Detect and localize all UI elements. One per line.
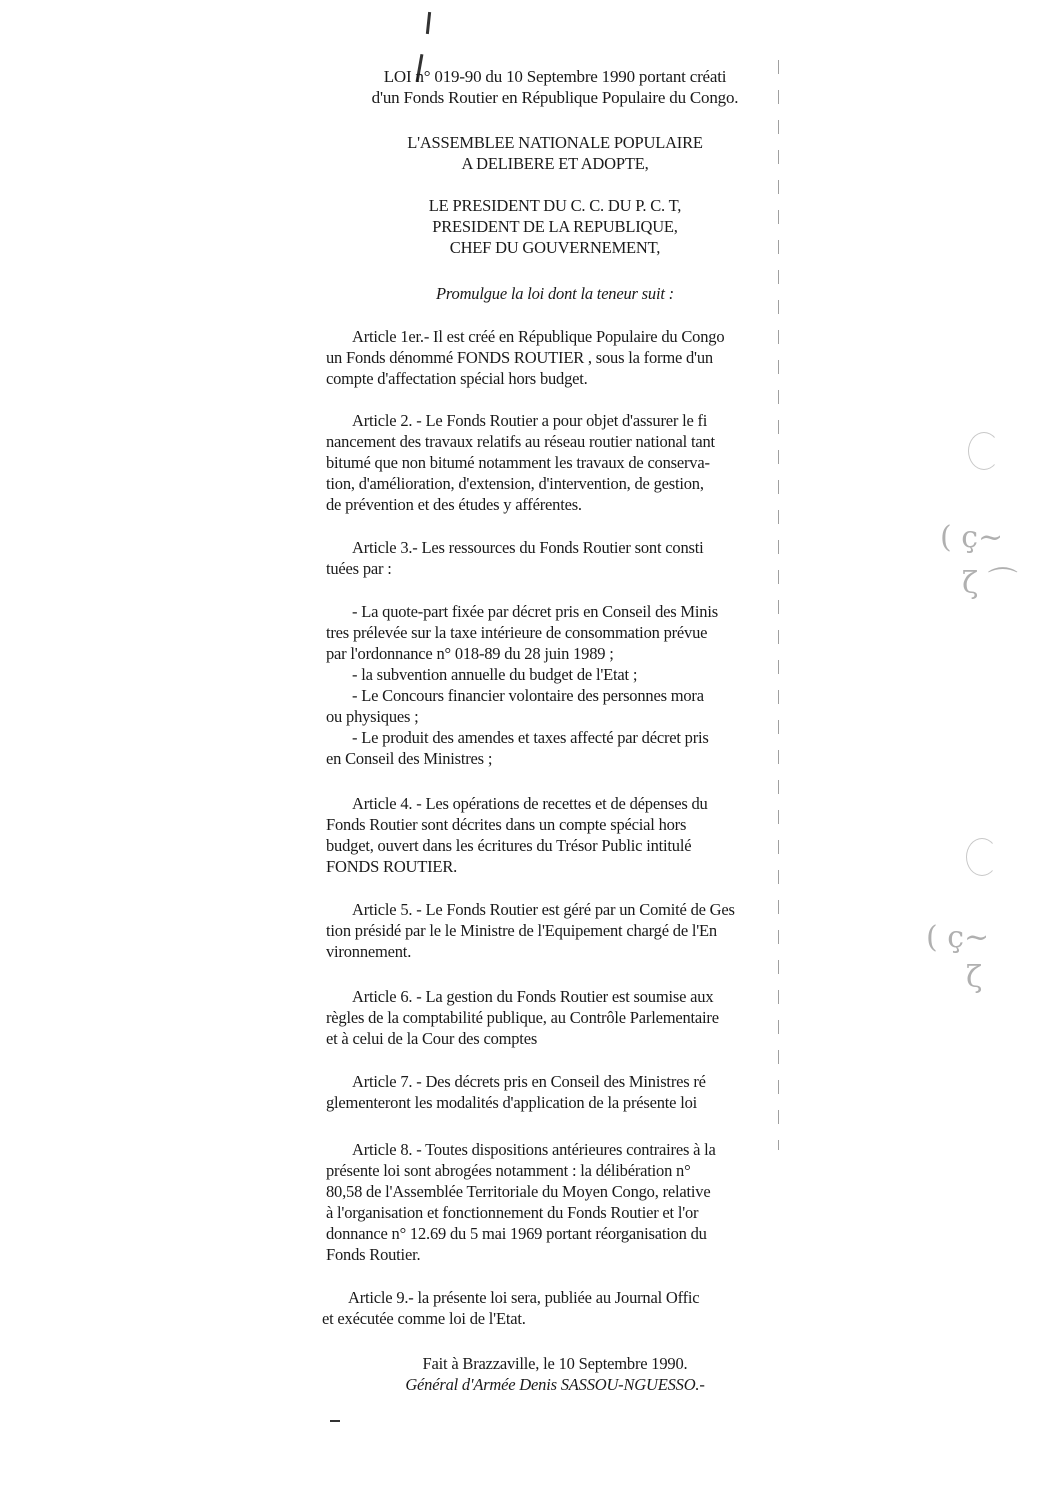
article-line: Fonds Routier sont décrites dans un compte spécial hors — [326, 815, 687, 834]
article-4 — [326, 793, 708, 877]
resources-list — [326, 601, 718, 769]
law-title-line: d'un Fonds Routier en République Populaire du Congo. — [371, 88, 739, 107]
article-line: tuées par : — [326, 559, 392, 578]
assembly-line: A DELIBERE ET ADOPTE, — [461, 154, 649, 173]
article-line: Article 7. - Des décrets pris en Conseil des Ministres ré — [352, 1072, 706, 1091]
list-item: par l'ordonnance n° 018-89 du 28 juin 1989 ; — [326, 644, 614, 663]
scan-smudge: ζ — [966, 960, 983, 995]
article-line: 80,58 de l'Assemblée Territoriale du Moyen Congo, relative — [326, 1182, 711, 1201]
article-line: FONDS ROUTIER. — [326, 857, 458, 876]
ink-mark — [330, 1420, 340, 1422]
article-line: Article 5. - Le Fonds Routier est géré par un Comité de Ges — [352, 900, 735, 919]
article-line: donnance n° 12.69 du 5 mai 1969 portant réorganisation du — [326, 1224, 707, 1243]
article-line: règles de la comptabilité publique, au Contrôle Parlementaire — [326, 1008, 719, 1027]
list-item: tres prélevée sur la taxe intérieure de consommation prévue — [326, 623, 708, 642]
place-date: Fait à Brazzaville, le 10 Septembre 1990. — [422, 1354, 688, 1373]
article-line: présente loi sont abrogées notamment : la délibération n° — [326, 1161, 691, 1180]
article-5 — [326, 899, 735, 962]
article-line: Article 3.- Les ressources du Fonds Routier sont consti — [352, 538, 704, 557]
article-line: bitumé que non bitumé notamment les travaux de conserva- — [326, 453, 710, 472]
list-item: - Le Concours financier volontaire des personnes mora — [352, 686, 704, 705]
article-line: compte d'affectation spécial hors budget. — [326, 369, 588, 388]
article-line: de prévention et des études y afférentes. — [326, 495, 582, 514]
scan-smudge: ζ ⌒ — [962, 566, 1018, 601]
article-line: Article 9.- la présente loi sera, publiée au Journal Offic — [348, 1288, 700, 1307]
president-line: PRESIDENT DE LA REPUBLIQUE, — [432, 217, 678, 236]
promulgation-line: Promulgue la loi dont la teneur suit : — [436, 284, 674, 303]
article-8 — [326, 1139, 716, 1265]
signatory: Général d'Armée Denis SASSOU-NGUESSO.- — [405, 1375, 705, 1394]
president-line: CHEF DU GOUVERNEMENT, — [449, 238, 661, 257]
article-line: à l'organisation et fonctionnement du Fonds Routier et l'or — [326, 1203, 699, 1222]
article-line: Article 2. - Le Fonds Routier a pour objet d'assurer le fi — [352, 411, 708, 430]
signature-block — [330, 1353, 780, 1395]
list-item: ou physiques ; — [326, 707, 419, 726]
punch-hole-mark — [966, 838, 998, 876]
article-line: Article 1er.- Il est créé en République Populaire du Congo — [352, 327, 725, 346]
ink-mark — [426, 12, 431, 34]
article-line: et à celui de la Cour des comptes — [326, 1029, 538, 1048]
article-line: nancement des travaux relatifs au réseau routier national tant — [326, 432, 715, 451]
article-7 — [326, 1071, 706, 1113]
article-line: et exécutée comme loi de l'Etat. — [322, 1309, 526, 1328]
president-line: LE PRESIDENT DU C. C. DU P. C. T, — [428, 196, 682, 215]
article-line: Article 6. - La gestion du Fonds Routier est soumise aux — [352, 987, 714, 1006]
list-item: en Conseil des Ministres ; — [326, 749, 493, 768]
article-line: Article 4. - Les opérations de recettes et de dépenses du — [352, 794, 708, 813]
article-line: tion, d'amélioration, d'extension, d'intervention, de gestion, — [326, 474, 704, 493]
article-3 — [326, 537, 704, 579]
article-9 — [322, 1287, 699, 1329]
assembly-heading — [330, 132, 780, 174]
article-line: Article 8. - Toutes dispositions antérieures contraires à la — [352, 1140, 716, 1159]
article-line: glementeront les modalités d'application de la présente loi — [326, 1093, 698, 1112]
list-item: - Le produit des amendes et taxes affecté par décret pris — [352, 728, 709, 747]
list-item: - La quote-part fixée par décret pris en Conseil des Minis — [352, 602, 718, 621]
scan-smudge: ( ç~ — [940, 520, 1004, 555]
article-line: tion présidé par le le Ministre de l'Equipement chargé de l'En — [326, 921, 717, 940]
president-heading — [330, 195, 780, 258]
law-title — [330, 66, 780, 108]
article-2 — [326, 410, 715, 515]
scan-smudge: ( ç~ — [926, 920, 990, 955]
article-line: Fonds Routier. — [326, 1245, 421, 1264]
punch-hole-mark — [968, 432, 1000, 470]
law-title-line: LOI n° 019-90 du 10 Septembre 1990 portant créati — [383, 67, 727, 86]
list-item: - la subvention annuelle du budget de l'Etat ; — [352, 665, 638, 684]
article-6 — [326, 986, 719, 1049]
article-line: vironnement. — [326, 942, 412, 961]
assembly-line: L'ASSEMBLEE NATIONALE POPULAIRE — [407, 133, 703, 152]
article-line: un Fonds dénommé FONDS ROUTIER , sous la forme d'un — [326, 348, 713, 367]
article-1 — [326, 326, 724, 389]
article-line: budget, ouvert dans les écritures du Trésor Public intitulé — [326, 836, 692, 855]
